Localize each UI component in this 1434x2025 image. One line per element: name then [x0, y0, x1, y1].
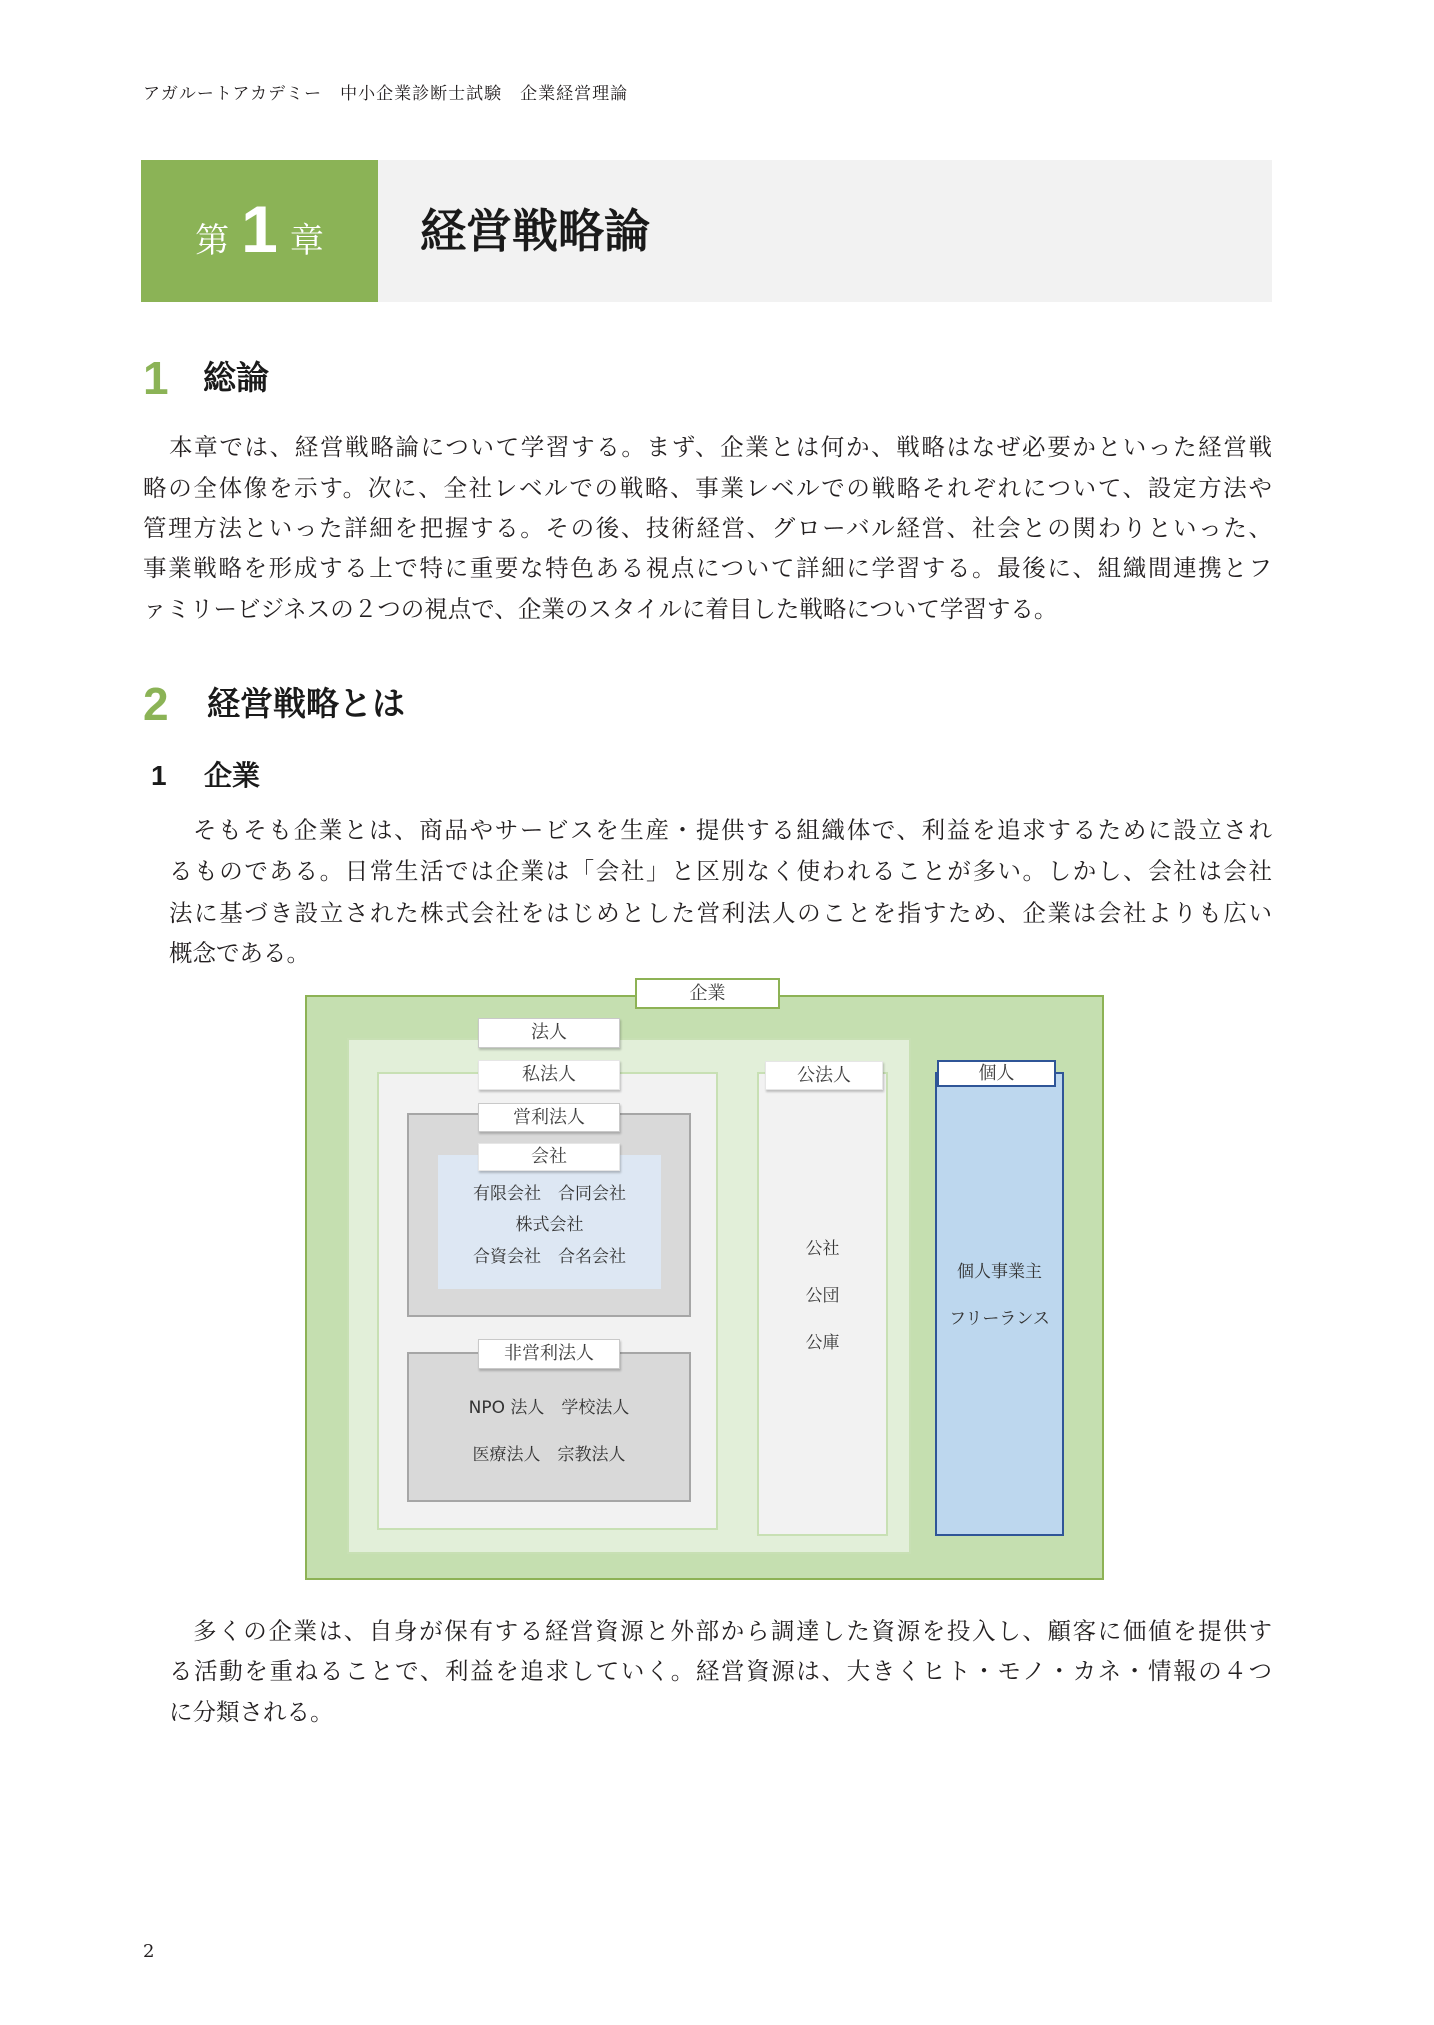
paragraph-line: 略の全体像を示す。次に、全社レベルでの戦略、事業レベルでの戦略それぞれについて、設定方法や	[143, 474, 1272, 502]
non-profit-item: NPO 法人 学校法人	[468, 1398, 630, 1418]
paragraph-line: る活動を重ねることで、利益を追求していく。経営資源は、大きくヒト・モノ・カネ・情報の４つ	[169, 1657, 1272, 1685]
paragraph-line: るものである。日常生活では企業は「会社」と区別なく使われることが多い。しかし、会社は会社	[169, 857, 1272, 885]
paragraph-line: そもそも企業とは、商品やサービスを生産・提供する組織体で、利益を追求するために設立され	[193, 816, 1272, 844]
public-corporation-item: 公庫	[805, 1333, 840, 1353]
chapter-suffix: 章	[289, 221, 324, 261]
paragraph-line: 概念である。	[169, 939, 310, 967]
non-profit-corporation-region	[407, 1352, 691, 1502]
company-item: 有限会社 合同会社	[473, 1184, 626, 1204]
individual-label: 個人	[937, 1060, 1056, 1087]
section-1-number: 1	[143, 352, 169, 404]
page-number: 2	[143, 1941, 155, 1962]
public-corporation-label: 公法人	[765, 1061, 883, 1090]
company-item: 合資会社 合名会社	[473, 1247, 626, 1267]
section-1-title: 総論	[203, 358, 269, 397]
enterprise-label: 企業	[635, 978, 780, 1009]
paragraph-line: 法に基づき設立された株式会社をはじめとした営利法人のことを指すため、企業は会社よりも広い	[169, 899, 1272, 927]
paragraph-line: 管理方法といった詳細を把握する。その後、技術経営、グローバル経営、社会との関わりといった、	[143, 514, 1272, 542]
subsection-1-number: 1	[151, 760, 167, 791]
non-profit-item: 医療法人 宗教法人	[472, 1445, 626, 1465]
company-label: 会社	[478, 1143, 620, 1171]
paragraph-line: に分類される。	[169, 1698, 334, 1726]
chapter-title: 経営戦略論	[420, 204, 650, 258]
running-header: アガルートアカデミー 中小企業診断士試験 企業経営理論	[143, 84, 629, 104]
chapter-number-badge	[141, 160, 378, 302]
chapter-number: 1	[241, 192, 278, 266]
private-corporation-label: 私法人	[478, 1060, 620, 1090]
public-corporation-item: 公社	[805, 1239, 840, 1259]
individual-item: 個人事業主	[957, 1262, 1042, 1282]
section-2-number: 2	[143, 678, 169, 730]
for-profit-corporation-label: 営利法人	[478, 1103, 620, 1132]
chapter-banner	[141, 160, 1272, 302]
company-item: 株式会社	[515, 1215, 584, 1235]
public-corporation-item: 公団	[805, 1286, 840, 1306]
corporation-label: 法人	[478, 1018, 620, 1048]
paragraph-line: 本章では、経営戦略論について学習する。まず、企業とは何か、戦略はなぜ必要かといった経営戦	[169, 433, 1272, 461]
individual-region	[935, 1072, 1064, 1536]
enterprise-classification-diagram	[305, 978, 1105, 1580]
paragraph-line: 多くの企業は、自身が保有する経営資源と外部から調達した資源を投入し、顧客に価値を提供す	[193, 1617, 1272, 1645]
paragraph-line: 事業戦略を形成する上で特に重要な特色ある視点について詳細に学習する。最後に、組織間連携とフ	[143, 554, 1272, 582]
paragraph-line: ァミリービジネスの２つの視点で、企業のスタイルに着目した戦略について学習する。	[143, 595, 1058, 623]
section-2-title: 経営戦略とは	[207, 684, 405, 723]
chapter-prefix: 第	[195, 221, 230, 261]
non-profit-corporation-label: 非営利法人	[478, 1339, 620, 1369]
subsection-1-title: 企業	[204, 759, 261, 792]
individual-item: フリーランス	[949, 1309, 1050, 1329]
